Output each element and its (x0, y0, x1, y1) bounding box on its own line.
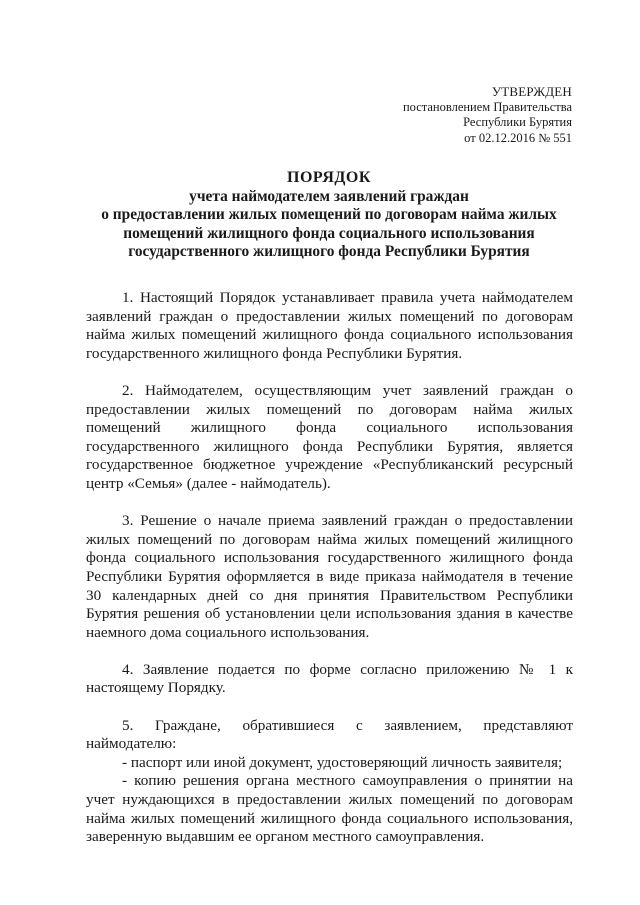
paragraph-1: 1. Настоящий Порядок устанавливает правила учета наймодателем заявлений граждан о предоставлении жилых помещений по договорам найма жилых помещений жилищного фонда социального использования государственного жилищного фонда Республики Бурятия. (86, 289, 573, 362)
title-main: ПОРЯДОК (287, 169, 371, 186)
approval-stamp: УТВЕРЖДЕН (491, 84, 572, 99)
document-title (60, 169, 598, 262)
title-line-2: о предоставлении жилых помещений по договорам найма жилых (101, 206, 557, 224)
paragraph-4: 4. Заявление подается по форме согласно приложению № 1 к настоящему Порядку. (86, 660, 573, 697)
paragraph-2: 2. Наймодателем, осуществляющим учет заявлений граждан о предоставлении жилых помещений по договорам найма жилых помещений жилищного фонда социального использования государственного жилищного фонда Республики Бурятия, является государственное бюджетное учреждение «Республиканский ресурсный центр «Семья» (далее - наймодатель). (86, 381, 573, 492)
paragraph-5-item-2: - копию решения органа местного самоуправления о принятии на учет нуждающихся в предоставлении жилых помещений по договорам найма жилых помещений жилищного фонда социального использования, заверенную выдавшим ее органом местного самоуправления. (86, 772, 573, 846)
paragraph-5: 5. Граждане, обратившиеся с заявлением, представляют наймодателю: (86, 716, 573, 753)
paragraph-5-item-1: - паспорт или иной документ, удостоверяющий личность заявителя; (122, 753, 563, 771)
approval-line-3: от 02.12.2016 № 551 (464, 130, 572, 145)
title-line-4: государственного жилищного фонда Республики Бурятия (128, 243, 530, 261)
title-line-1: учета наймодателем заявлений граждан (189, 187, 469, 205)
approval-line-2: Республики Бурятия (463, 115, 572, 129)
paragraph-3: 3. Решение о начале приема заявлений граждан о предоставлении жилых помещений по договорам найма жилых помещений жилищного фонда социального использования государственного жилищного фонда Республики Бурятия оформляется в виде приказа наймодателя в течение 30 календарных дней со дня принятия Правительством Республики Бурятия решения об установлении цели использования здания в качестве наемного дома социального использования. (86, 512, 573, 641)
title-line-3: помещений жилищного фонда социального использования (123, 224, 535, 242)
approval-line-1: постановлением Правительства (402, 99, 572, 114)
approval-block (312, 84, 572, 146)
document-body (86, 289, 573, 847)
